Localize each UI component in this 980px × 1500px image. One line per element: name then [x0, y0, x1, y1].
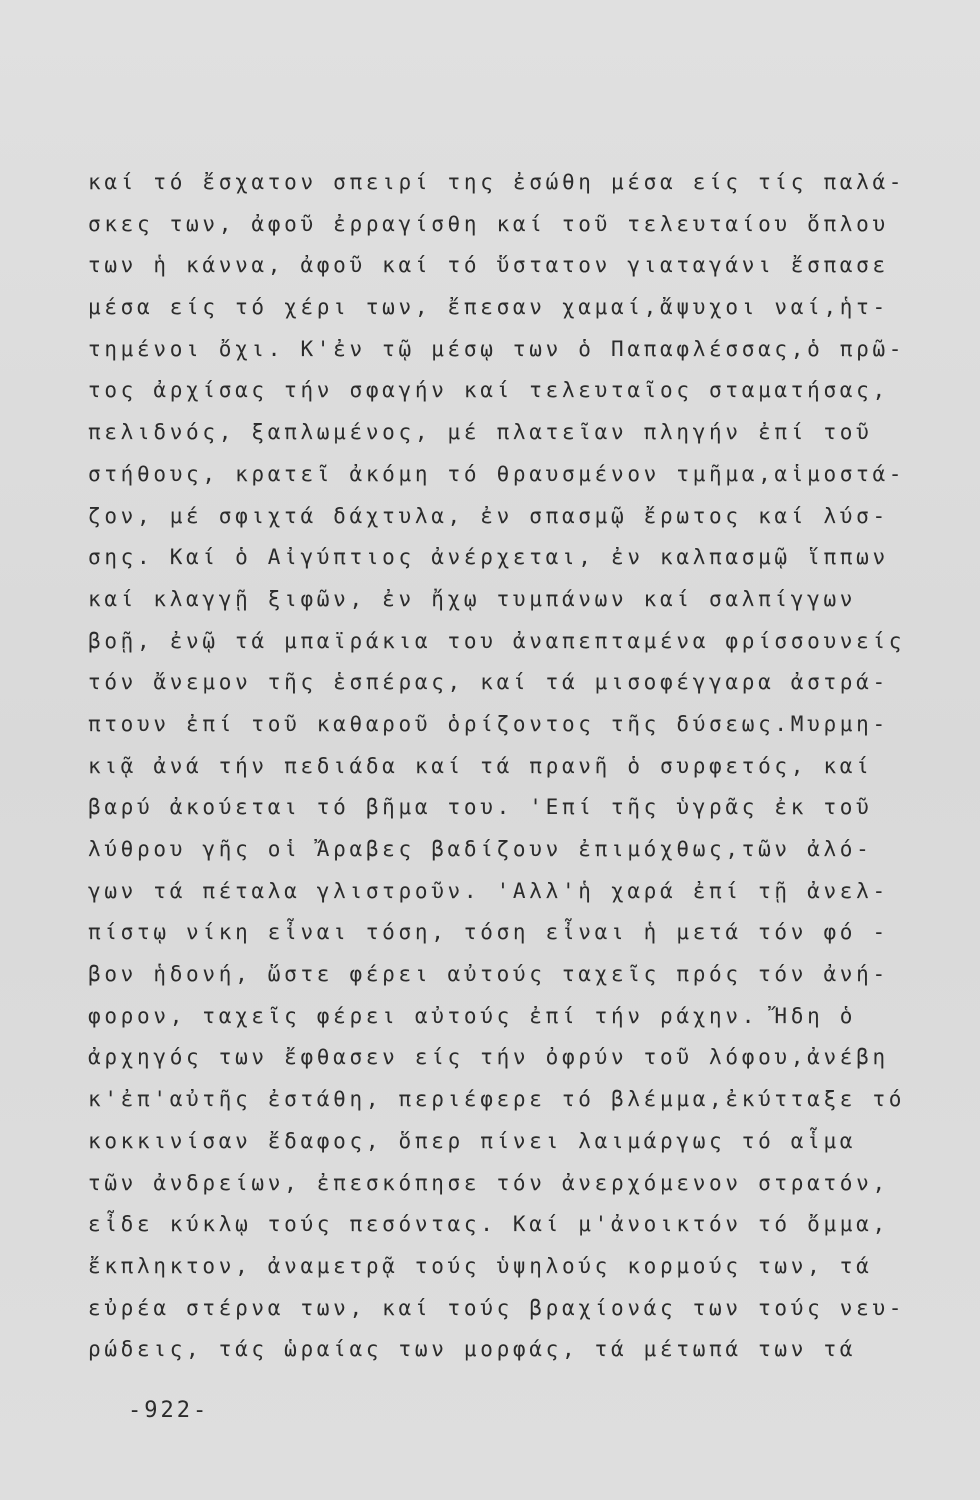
text-line-3: των ἡ κάννα, ἀφοῦ καί τό ὕστατον γιαταγάνι ἔσπασε: [88, 253, 889, 278]
text-line-23: κ'ἐπ'αὐτῆς ἐστάθη, περιέφερε τό βλέμμα,ἐκύτταξε τό: [88, 1087, 906, 1112]
text-line-15: κιᾷ ἀνά τήν πεδιάδα καί τά πρανῆ ὁ συρφετός, καί: [88, 753, 873, 778]
page-number: -922-: [128, 1398, 210, 1423]
text-line-26: εἶδε κύκλῳ τούς πεσόντας. Καί μ'ἀνοικτόν τό ὄμμα,: [88, 1212, 889, 1237]
text-line-7: πελιδνός, ξαπλωμένος, μέ πλατεῖαν πληγήν ἐπί τοῦ: [88, 420, 873, 445]
text-line-9: ζον, μέ σφιχτά δάχτυλα, ἐν σπασμῷ ἔρωτος καί λύσ-: [88, 503, 889, 528]
text-line-5: τημένοι ὄχι. Κ'ἐν τῷ μέσῳ των ὁ Παπαφλέσσας,ὁ πρῶ-: [88, 336, 906, 361]
text-line-24: κοκκινίσαν ἔδαφος, ὅπερ πίνει λαιμάργως τό αἷμα: [88, 1128, 857, 1153]
text-line-29: ρώδεις, τάς ὡραίας των μορφάς, τά μέτωπά των τά: [88, 1337, 857, 1362]
text-line-6: τος ἀρχίσας τήν σφαγήν καί τελευταῖος σταματήσας,: [88, 378, 889, 403]
text-line-27: ἔκπληκτον, ἀναμετρᾷ τούς ὑψηλούς κορμούς των, τά: [88, 1253, 873, 1278]
text-line-25: τῶν ἀνδρείων, ἐπεσκόπησε τόν ἀνερχόμενον στρατόν,: [88, 1170, 889, 1195]
text-line-21: φορον, ταχεῖς φέρει αὐτούς ἐπί τήν ράχην. Ἤδη ὁ: [88, 1003, 857, 1028]
text-line-2: σκες των, ἀφοῦ ἐρραγίσθη καί τοῦ τελευταίου ὅπλου: [88, 211, 889, 236]
text-line-4: μέσα είς τό χέρι των, ἔπεσαν χαμαί,ἄψυχοι ναί,ἡτ-: [88, 295, 889, 320]
text-line-13: τόν ἄνεμον τῆς ἑσπέρας, καί τά μισοφέγγαρα ἀστρά-: [88, 670, 889, 695]
text-line-20: βον ἡδονή, ὥστε φέρει αὐτούς ταχεῖς πρός τόν ἀνή-: [88, 962, 889, 987]
text-line-22: ἀρχηγός των ἔφθασεν είς τήν ὀφρύν τοῦ λόφου,ἀνέβη: [88, 1045, 889, 1070]
text-line-10: σης. Καί ὁ Αἰγύπτιος ἀνέρχεται, ἐν καλπασμῷ ἵππων: [88, 545, 889, 570]
text-line-17: λύθρου γῆς οἱ Ἄραβες βαδίζουν ἐπιμόχθως,τῶν ἀλό-: [88, 837, 873, 861]
text-line-16: βαρύ ἀκούεται τό βῆμα του. 'Επί τῆς ὑγρᾶς ἐκ τοῦ: [88, 795, 873, 820]
text-line-14: πτουν ἐπί τοῦ καθαροῦ ὁρίζοντος τῆς δύσεως.Μυρμη-: [88, 711, 889, 736]
text-line-19: πίστῳ νίκη εἶναι τόση, τόση εἶναι ἡ μετά τόν φό -: [88, 920, 889, 945]
text-line-1: καί τό ἔσχατον σπειρί της ἐσώθη μέσα είς τίς παλά-: [88, 170, 906, 194]
text-line-12: βοῇ, ἐνῷ τά μπαϊράκια του ἀναπεπταμένα φρίσσουνείς: [88, 628, 906, 653]
text-line-8: στήθους, κρατεῖ ἀκόμη τό θραυσμένον τμῆμα,αἱμοστά-: [88, 461, 906, 486]
text-line-28: εὐρέα στέρνα των, καί τούς βραχίονάς των τούς νευ-: [88, 1295, 906, 1320]
typed-text-body: [88, 162, 948, 1371]
text-line-18: γων τά πέταλα γλιστροῦν. 'Αλλ'ἡ χαρά ἐπί τῇ ἀνελ-: [88, 878, 889, 903]
text-line-11: καί κλαγγῇ ξιφῶν, ἐν ἤχῳ τυμπάνων καί σαλπίγγων: [88, 586, 857, 611]
